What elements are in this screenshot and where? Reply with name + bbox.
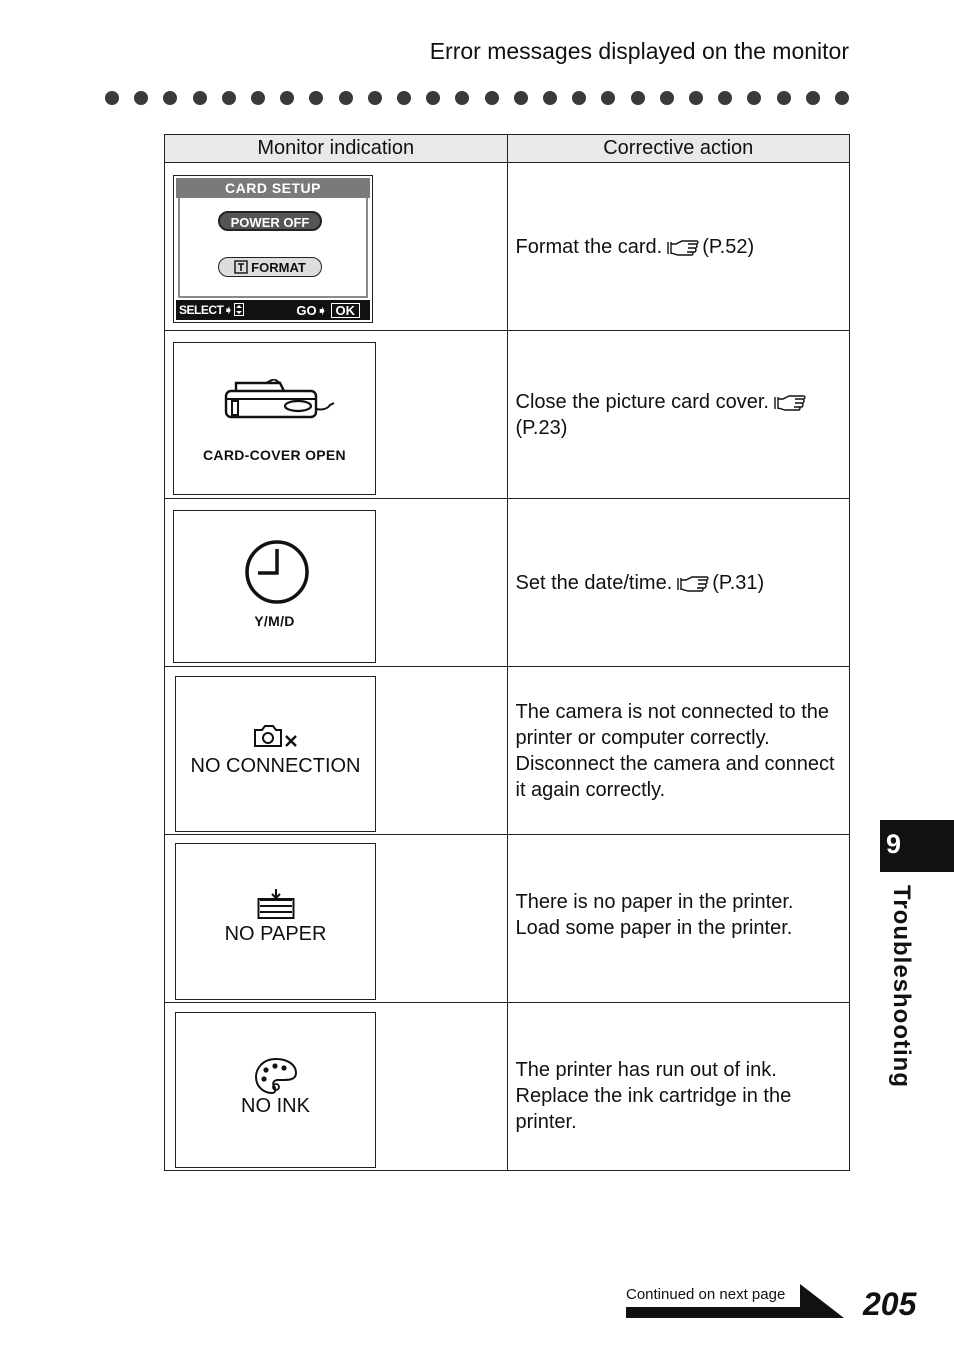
monitor-cell [165, 667, 508, 835]
action-text: There is no paper in the printer. Load some paper in the printer. [515, 891, 794, 939]
page-number: 205 [863, 1286, 917, 1322]
card-cover-screen [173, 342, 376, 495]
divider-dot [163, 91, 177, 105]
action-text: Close the picture card cover. [515, 390, 769, 413]
page-reference: (P.52) [702, 235, 755, 258]
action-cell [507, 499, 850, 667]
monitor-cell [165, 331, 508, 499]
clock-icon [244, 539, 310, 605]
select-hint [179, 303, 244, 317]
column-header-monitor: Monitor indication [165, 135, 508, 163]
action-cell [507, 1003, 850, 1171]
arrow-right-icon: ➧ [316, 303, 328, 318]
pointing-hand-icon [773, 394, 807, 412]
up-down-icon [234, 303, 244, 316]
divider-dot [193, 91, 207, 105]
divider-dot [368, 91, 382, 105]
action-cell [507, 835, 850, 1003]
table-row [165, 1003, 850, 1171]
no-connection-screen [175, 676, 376, 832]
select-label: SELECT [179, 303, 224, 317]
chapter-label: Troubleshooting [888, 885, 915, 1088]
divider-dot [426, 91, 440, 105]
chapter-number: 9 [886, 829, 902, 859]
lcd-bottom-bar [176, 300, 370, 320]
monitor-cell [165, 835, 508, 1003]
monitor-cell [165, 163, 508, 331]
date-time-screen [173, 510, 376, 663]
divider-dot [543, 91, 557, 105]
arrow-right-icon: ➧ [223, 303, 233, 317]
format-option [218, 257, 322, 277]
table-row [165, 331, 850, 499]
divider-dot [134, 91, 148, 105]
paper-tray-icon [257, 888, 295, 920]
card-cover-open-icon [222, 379, 342, 423]
divider-dot [660, 91, 674, 105]
monitor-caption: NO INK [241, 1095, 310, 1117]
page-header-title: Error messages displayed on the monitor [429, 38, 849, 64]
dot-divider [100, 88, 860, 108]
divider-dot [689, 91, 703, 105]
monitor-caption: NO PAPER [224, 923, 327, 945]
divider-dot [280, 91, 294, 105]
pointing-hand-icon [676, 575, 710, 593]
power-off-option: POWER OFF [218, 211, 322, 231]
no-paper-screen [175, 843, 376, 1000]
monitor-cell [165, 499, 508, 667]
table-header-row [165, 135, 850, 163]
monitor-cell [165, 1003, 508, 1171]
action-cell [507, 331, 850, 499]
action-text: The camera is not connected to the printer or computer correctly. Disconnect the camera and connect it again correctly. [515, 700, 835, 801]
divider-dot [455, 91, 469, 105]
divider-dot [718, 91, 732, 105]
continued-note: Continued on next page [626, 1286, 786, 1303]
monitor-caption: Y/M/D [254, 613, 295, 629]
table-row [165, 835, 850, 1003]
action-text: Set the date/time. [515, 571, 673, 594]
divider-dot [514, 91, 528, 105]
action-cell [507, 163, 850, 331]
ok-label: OK [331, 303, 361, 318]
divider-dot [485, 91, 499, 105]
continued-arrow-icon [800, 1284, 844, 1318]
action-cell [507, 667, 850, 835]
divider-dot [309, 91, 323, 105]
ink-palette-icon [254, 1057, 298, 1095]
monitor-caption: CARD-COVER OPEN [203, 447, 346, 463]
divider-dot [835, 91, 849, 105]
divider-dot [105, 91, 119, 105]
divider-dot [572, 91, 586, 105]
divider-dot [339, 91, 353, 105]
page-reference: (P.31) [712, 571, 765, 594]
monitor-caption: NO CONNECTION [190, 755, 361, 777]
lcd-title: CARD SETUP [176, 178, 370, 198]
format-label: FORMAT [251, 260, 306, 275]
divider-dot [806, 91, 820, 105]
go-label: GO [296, 303, 317, 318]
action-text: Format the card. [515, 235, 663, 258]
chapter-tab [880, 820, 954, 872]
divider-dot [747, 91, 761, 105]
go-hint [296, 303, 360, 319]
format-icon [234, 260, 248, 274]
page-reference: (P.23) [515, 416, 568, 439]
camera-disconnected-icon [253, 724, 299, 750]
error-message-table [164, 134, 850, 1171]
divider-dot [631, 91, 645, 105]
continued-bar [626, 1307, 816, 1318]
divider-dot [601, 91, 615, 105]
action-text: The printer has run out of ink. Replace the ink cartridge in the printer. [515, 1059, 792, 1133]
table-row [165, 163, 850, 331]
divider-dot [777, 91, 791, 105]
divider-dot [251, 91, 265, 105]
card-setup-screen [173, 175, 373, 323]
divider-dot [397, 91, 411, 105]
divider-dot [222, 91, 236, 105]
table-row [165, 667, 850, 835]
no-ink-screen [175, 1012, 376, 1168]
table-row [165, 499, 850, 667]
column-header-action: Corrective action [507, 135, 850, 163]
pointing-hand-icon [666, 239, 700, 257]
